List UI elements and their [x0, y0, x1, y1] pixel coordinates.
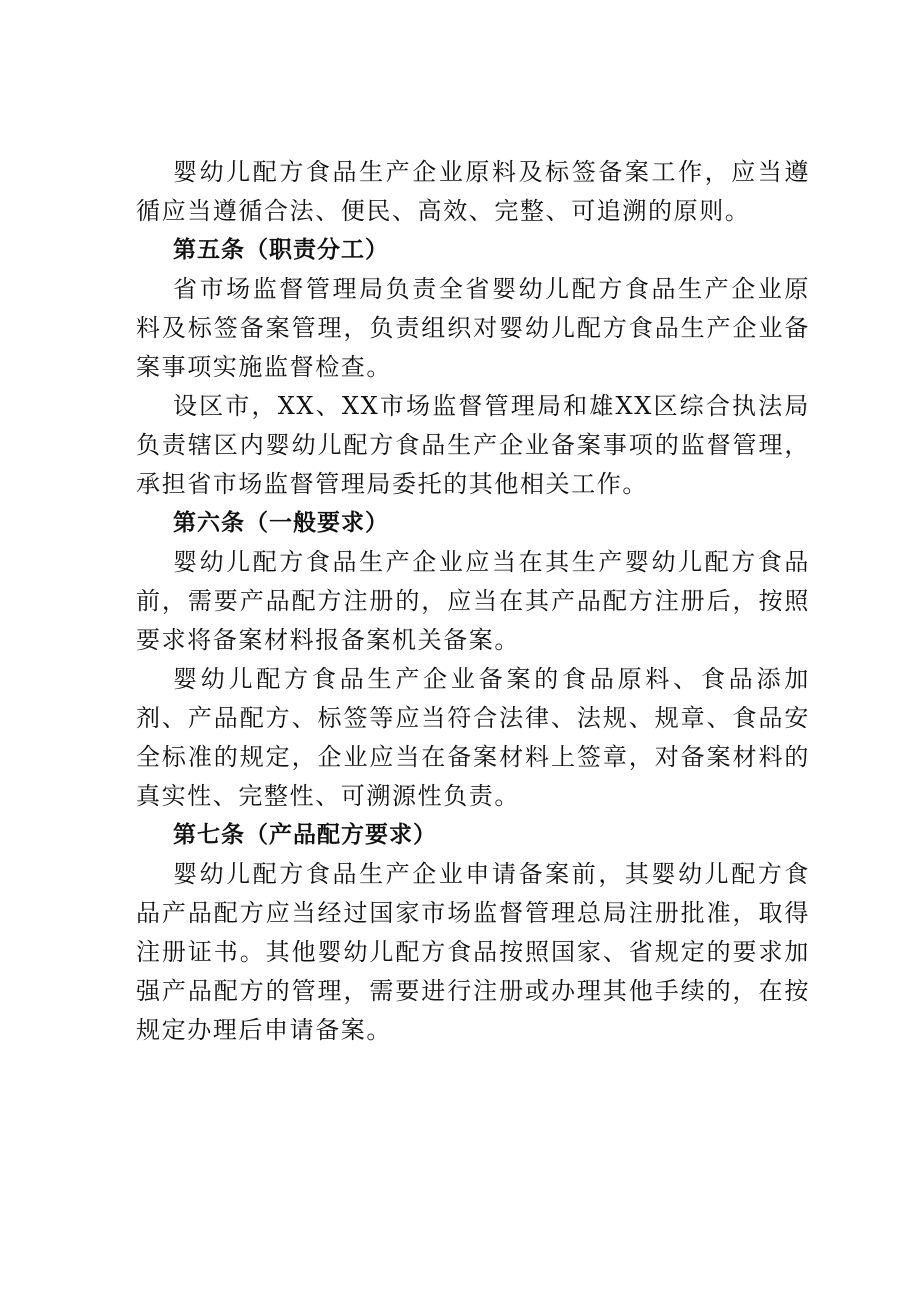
paragraph-filing-timing: 婴幼儿配方食品生产企业应当在其生产婴幼儿配方食品前，需要产品配方注册的，应当在其产品配方注册后，按照要求将备案材料报备案机关备案。	[136, 548, 810, 654]
document-body	[136, 153, 810, 1050]
paragraph-provincial-duty: 省市场监督管理局负责全省婴幼儿配方食品生产企业原料及标签备案管理，负责组织对婴幼儿配方食品生产企业备案事项实施监督检查。	[136, 275, 810, 381]
paragraph-filing-compliance: 婴幼儿配方食品生产企业备案的食品原料、食品添加剂、产品配方、标签等应当符合法律、法规、规章、食品安全标准的规定，企业应当在备案材料上签章，对备案材料的真实性、完整性、可溯源性负责。	[136, 665, 810, 810]
paragraph-formula-registration: 婴幼儿配方食品生产企业申请备案前，其婴幼儿配方食品产品配方应当经过国家市场监督管理总局注册批准，取得注册证书。其他婴幼儿配方食品按照国家、省规定的要求加强产品配方的管理，需要进行注册或办理其他手续的，在按规定办理后申请备案。	[136, 860, 810, 1044]
article-6-heading: 第六条（一般要求）	[173, 510, 389, 536]
article-7-heading: 第七条（产品配方要求）	[173, 822, 437, 848]
paragraph-city-duty: 设区市，XX、XX市场监督管理局和雄XX区综合执法局负责辖区内婴幼儿配方食品生产企业备案事项的监督管理，承担省市场监督管理局委托的其他相关工作。	[136, 392, 810, 498]
article-5-heading: 第五条（职责分工）	[173, 237, 389, 263]
paragraph-principles: 婴幼儿配方食品生产企业原料及标签备案工作，应当遵循应当遵循合法、便民、高效、完整、可追溯的原则。	[136, 158, 810, 225]
